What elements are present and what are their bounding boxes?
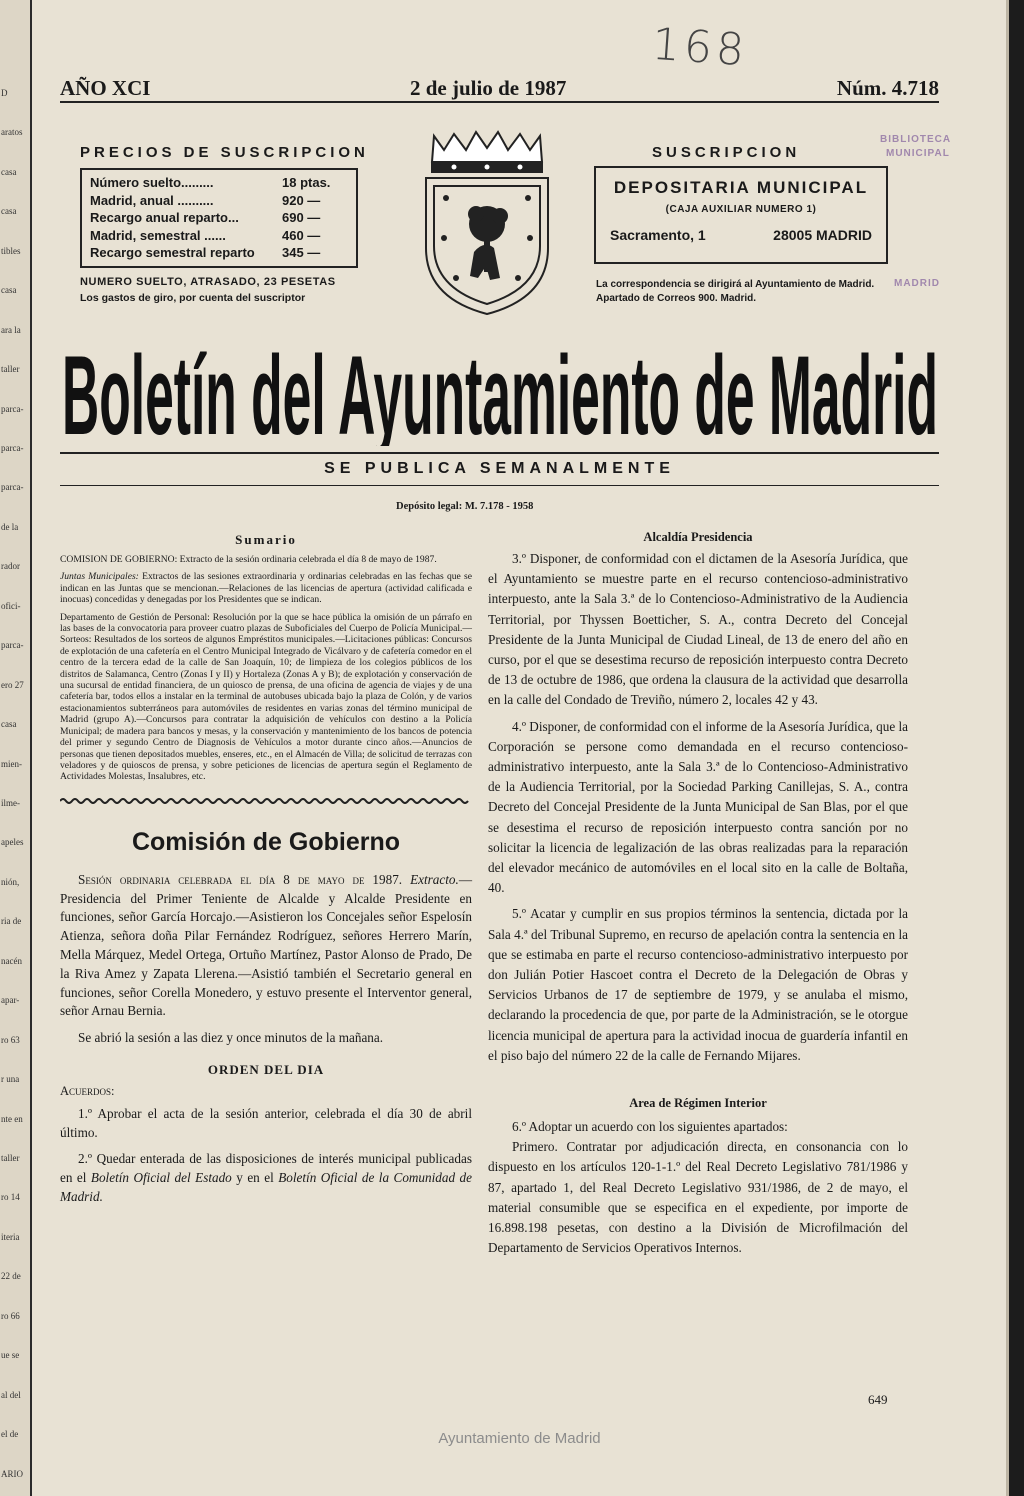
decorative-wave-divider bbox=[60, 797, 472, 805]
madrid-coat-of-arms-icon bbox=[414, 128, 560, 318]
margin-fragment: parca- bbox=[1, 403, 24, 414]
header-line bbox=[60, 76, 939, 102]
prices-note-fees: Los gastos de giro, por cuenta del suscriptor bbox=[80, 292, 306, 304]
margin-fragment: apar- bbox=[1, 995, 20, 1006]
margin-fragment: mien- bbox=[1, 758, 22, 769]
agreement-paragraph: 4.º Disponer, de conformidad con el informe de la Asesoría Jurídica, que la Corporación se persone como demandada en el recurso contencioso-administrativo interpuesto, ante la Sala 3.ª de lo Contencioso-Administrativo de la Audiencia Territorial, por la Sociedad Parking Canillejas, S. A., contra Decreto del Concejal Presidente de la Junta Municipal de San Blas, por el que se desestima el recurso de reposición interpuesto contra sanción por no solicitar la licencia de legalización de las obras realizadas para la reparación del elevador mecánico de automóviles en el local sito en la calle de Boltaña, 40. bbox=[488, 718, 908, 896]
left-column bbox=[60, 530, 472, 1207]
margin-fragment: ilme- bbox=[1, 798, 20, 808]
masthead-text: Boletín del Ayuntamiento de Madrid bbox=[62, 333, 938, 446]
newspaper-page bbox=[32, 0, 1007, 1496]
margin-fragment: parca- bbox=[1, 443, 24, 453]
margin-fragment: ue se bbox=[1, 1350, 20, 1361]
issue-year: AÑO XCI bbox=[60, 76, 151, 100]
margin-fragment: casa bbox=[1, 719, 17, 730]
margin-fragment: de la bbox=[1, 521, 19, 532]
depositaria-label: DEPOSITARIA MUNICIPAL bbox=[613, 178, 869, 197]
margin-fragment: ARIO bbox=[1, 1468, 23, 1479]
caja-label: (CAJA AUXILIAR NUMERO 1) bbox=[665, 204, 817, 215]
margin-fragment: apeles bbox=[1, 837, 24, 848]
issue-date: 2 de julio de 1987 bbox=[410, 76, 567, 100]
scan-edge bbox=[1006, 0, 1024, 1496]
subscription-box bbox=[594, 166, 888, 264]
subscription-address bbox=[610, 227, 872, 243]
price-row: Madrid, semestral ...... 460 — bbox=[90, 227, 321, 243]
margin-fragment: ara la bbox=[1, 324, 21, 335]
margin-fragment: ro 66 bbox=[1, 1310, 20, 1321]
margin-fragment: D bbox=[1, 88, 8, 98]
header-rule bbox=[60, 101, 939, 103]
weekly-rule bbox=[60, 485, 939, 486]
margin-fragment: rador bbox=[1, 561, 20, 572]
correspondence-note: La correspondencia se dirigirá al Ayuntamiento de Madrid. Apartado de Correos 900. Madrid. bbox=[596, 279, 875, 304]
page-number: 649 bbox=[868, 1392, 888, 1407]
area-regimen-heading: Area de Régimen Interior bbox=[629, 1096, 767, 1111]
margin-fragment: aratos bbox=[1, 127, 23, 138]
alcaldia-heading: Alcaldía Presidencia bbox=[643, 530, 753, 544]
agreement-item: 1.º Aprobar el acta de la sesión anterior, celebrada el día 30 de abril último. bbox=[60, 1105, 472, 1140]
weekly-banner: SE PUBLICA SEMANALMENTE bbox=[324, 460, 675, 477]
margin-fragment: taller bbox=[1, 1153, 20, 1163]
library-stamp: BIBLIOTECA MUNICIPAL MADRID bbox=[880, 134, 952, 289]
comision-title: Comisión de Gobierno bbox=[131, 827, 401, 856]
margin-fragment: casa bbox=[1, 166, 17, 177]
acuerdos-label: Acuerdos: bbox=[60, 1083, 115, 1098]
handwritten-number: 168 bbox=[650, 18, 750, 77]
sumario-paragraph: COMISION DE GOBIERNO: Extracto de la sesión ordinaria celebrada el día 8 de mayo de 1987. bbox=[60, 554, 437, 565]
sumario-title: Sumario bbox=[235, 532, 297, 547]
price-row: Recargo semestral reparto 345 — bbox=[90, 245, 321, 260]
orden-del-dia-heading: ORDEN DEL DIA bbox=[207, 1061, 325, 1077]
margin-fragment: parca- bbox=[1, 640, 24, 651]
margin-fragment: ofici- bbox=[1, 600, 21, 611]
price-row: Madrid, anual .......... 920 — bbox=[90, 192, 321, 208]
margin-fragment: al del bbox=[1, 1389, 21, 1400]
margin-fragment: nión, bbox=[1, 876, 20, 887]
sumario-paragraph: Juntas Municipales: Extractos de las sesiones extraordinaria y ordinarias celebradas en las fechas que se indican en las Juntas que se mencionan.—Relaciones de las licencias de apertura (actividad calificada e inocuas) concedidas y denegadas por los Presidentes que se indican. bbox=[60, 571, 472, 606]
issue-number: Núm. 4.718 bbox=[836, 76, 939, 100]
agreement-paragraph: 3.º Disponer, de conformidad con el dictamen de la Asesoría Jurídica, que el Ayuntamiento se muestre parte en el recurso contencioso-administrativo interpuesto, ante la Sala 3.ª de lo Contencioso-Administrativo de la Audiencia Territorial, por Thyssen Boetticher, S. A., contra Decreto del Concejal Presidente de la Junta Municipal de Ciudad Lineal, de 13 de enero del año en curso, por el que se desestima recurso de reposición interpuesto contra Decreto de 13 de octubre de 1986, que ordena la clausura de la actividad que desarrolla en la calle del Condado de Treviño, número 2, locales 42 y 43. bbox=[488, 551, 908, 708]
margin-fragment: ria de bbox=[1, 916, 22, 927]
right-column bbox=[488, 530, 908, 1259]
margin-fragment: parca- bbox=[1, 482, 24, 493]
agreement-paragraph: 6.º Adoptar un acuerdo con los siguientes apartados: bbox=[512, 1119, 788, 1135]
masthead-rule bbox=[60, 452, 939, 454]
subscription-title: SUSCRIPCION bbox=[652, 144, 801, 161]
margin-fragment: casa bbox=[1, 285, 17, 296]
street-address: Sacramento, 1 bbox=[610, 227, 706, 243]
apertura-paragraph: Se abrió la sesión a las diez y once minutos de la mañana. bbox=[78, 1030, 384, 1046]
adjacent-page-strip bbox=[0, 0, 30, 1496]
price-row: Recargo anual reparto... 690 — bbox=[90, 210, 321, 225]
margin-fragment: tibles bbox=[1, 245, 21, 256]
margin-fragment: taller bbox=[1, 364, 20, 375]
margin-fragment: 22 de bbox=[1, 1271, 21, 1282]
margin-fragment: el de bbox=[1, 1429, 19, 1440]
agreement-paragraph: 5.º Acatar y cumplir en sus propios términos la sentencia, dictada por la Sala 4.ª del Tribunal Supremo, en recurso de apelación contra la sentencia en la que se estimaba en parte el recurso contencioso-administrativo interpuesto por don Julián Potier Hascoet contra el Decreto de la Delegación de Obras y Servicios Urbanos de 17 de septiembre de 1979, y se anulaba el mismo, declarando la procedencia de que, por parte de la Administración, se le otorgue licencia municipal de apertura para la actividad inocua de guardería infantil en el piso bajo del número 22 de la calle de Fernando Mijares. bbox=[488, 906, 908, 1063]
session-paragraph: Sesión ordinaria celebrada el día 8 de mayo de 1987. Extracto.—Presidencia del Primer Teniente de Alcalde y Alcalde Presidente en funciones, señor García Horcajo.—Asistieron los Concejales señor Espelosín Atienza, señora doña Pilar Fernández Rodríguez, señores Herrero Marín, Mella Márquez, Medel Ortega, Ortuño Martínez, Pastor Alonso de Prado, De la Riva Amez y Zapata Llerena.—Asistió también el Secretario general en funciones, señor Corella Monedero, y estuvo presente el Interventor general, señor Arnau Bernia. bbox=[60, 871, 472, 1019]
margin-fragment: casa bbox=[1, 206, 17, 217]
prices-title: PRECIOS DE SUSCRIPCION bbox=[80, 144, 369, 161]
legal-deposit: Depósito legal: M. 7.178 - 1958 bbox=[396, 501, 534, 512]
masthead-title bbox=[60, 322, 940, 446]
margin-fragment: r una bbox=[1, 1074, 20, 1085]
footer-watermark: Ayuntamiento de Madrid bbox=[438, 1430, 601, 1447]
margin-fragment: ero 27 bbox=[1, 679, 24, 690]
margin-fragment: nacén bbox=[1, 955, 22, 966]
city-postal: 28005 MADRID bbox=[773, 227, 872, 243]
prices-note-back-issues: NUMERO SUELTO, ATRASADO, 23 PESETAS bbox=[80, 276, 336, 288]
margin-fragment: ro 14 bbox=[1, 1192, 20, 1203]
agreement-item: 2.º Quedar enterada de las disposiciones de interés municipal publicadas en el Boletín Oficial del Estado y en el Boletín Oficial de la Comunidad de Madrid. bbox=[60, 1151, 472, 1205]
margin-fragment: ro 63 bbox=[1, 1034, 20, 1045]
margin-fragment: iteria bbox=[1, 1231, 20, 1242]
price-row: Número suelto......... 18 ptas. bbox=[90, 175, 331, 190]
sumario-paragraph: Departamento de Gestión de Personal: Resolución por la que se hace pública la omisión de un párrafo en las bases de la convocatoria para proveer cuatro plazas de Suboficiales del Cuerpo de Policía Municipal.—Sorteos: Resultados de los sorteos de algunos Empréstitos municipales.—Licitaciones públicas: Concursos de explotación de una cafetería en el Centro Municipal Integrado de Vicálvaro y de cafetería comedor en el centro de la tercera edad de la calle de San Joaquín, 10; de limpieza de los colegios públicos de los distritos de Salamanca, Centro (Zonas I y II) y Hortaleza (Zonas A y B); de explotación y conservación de una sucursal de entidad financiera, de un quiosco de prensa, de una oficina de agencia de viajes y de una cafetería bar, todos ellos a instalar en la terminal de autobuses ubicada bajo la plaza de Colón, y de varios estacionamientos subterráneos para automóviles de residentes en varias zonas del término municipal de Madrid (grupo A).—Concursos para contratar la adquisición de vehículos con destino a la Policía Municipal; de madera para bancos y mesas, y la conservación y mantenimiento de los bancos de potencia del primer y segundo Centro de Diagnosis de Vehículos a motor durante cinco años.—Anuncios de personas que tienen depositados muebles, enseres, etc., en el Almacén de Villa; de solicitud de terrazas con veladores y de quioscos de prensa, y sobre peticiones de licencias de apertura según el Reglamento de Actividades Molestas, Insalubres, etc. bbox=[60, 611, 472, 783]
margin-fragment: nte en bbox=[1, 1113, 23, 1124]
agreement-paragraph: Primero. Contratar por adjudicación directa, en consonancia con lo dispuesto en los artículos 120-1-1.º del Real Decreto Legislativo 781/1986 y 87, apartado 1, del Real Decreto Legislativo 931/1986, de 2 de mayo, el material consumible que se especifica en el expediente, por importe de 16.898.198 pesetas, con destino a la División de Microfilmación del Departamento de Servicios Operativos Internos. bbox=[488, 1139, 908, 1256]
prices-box bbox=[80, 168, 358, 268]
